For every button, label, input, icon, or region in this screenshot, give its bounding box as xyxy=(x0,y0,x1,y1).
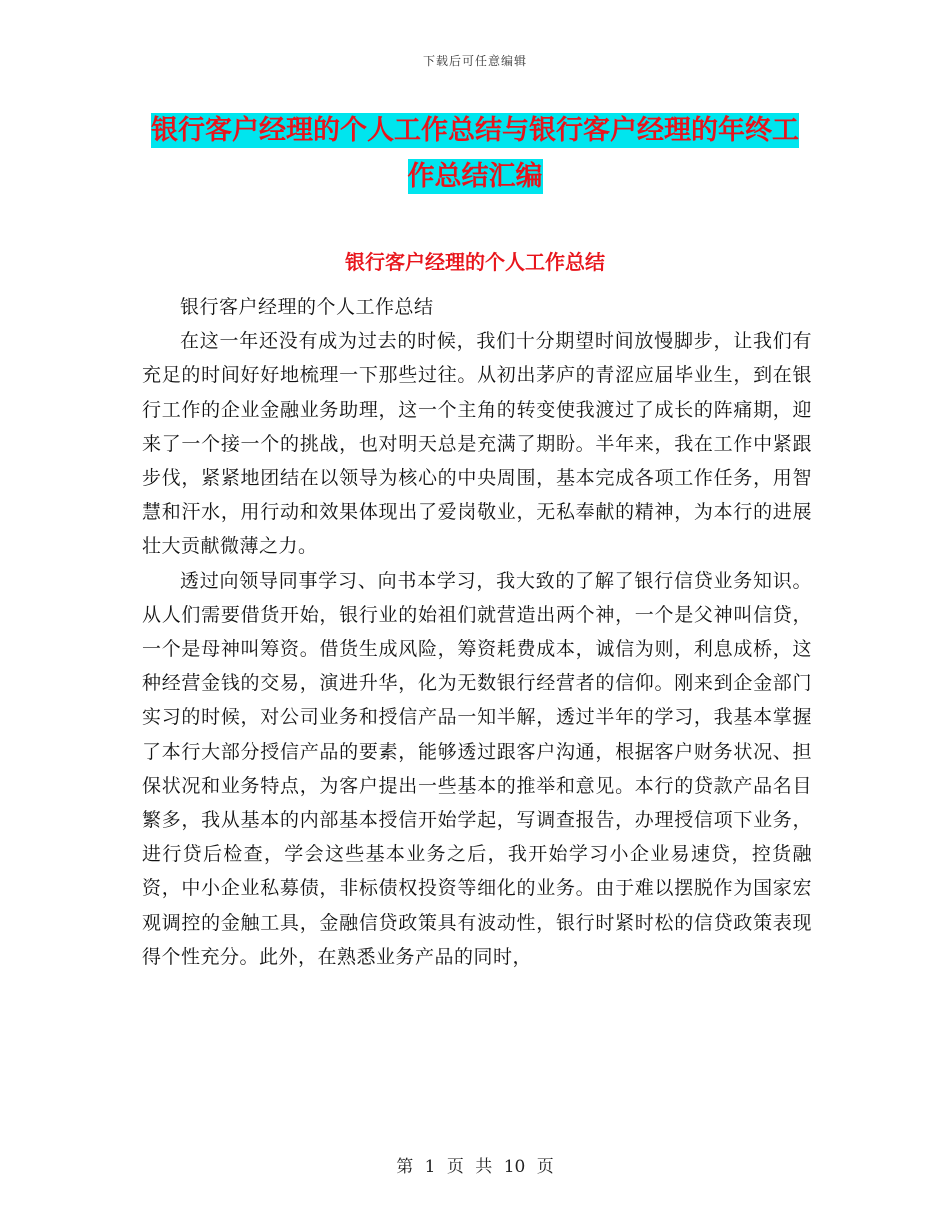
document-title xyxy=(140,108,810,200)
document-title-text: 银行客户经理的个人工作总结与银行客户经理的年终工作总结汇编 xyxy=(151,115,799,192)
paragraph: 银行客户经理的个人工作总结 xyxy=(180,296,434,318)
page-number: 第 1 页 共 10 页 xyxy=(396,1157,554,1177)
paragraph: 在这一年还没有成为过去的时候，我们十分期望时间放慢脚步，让我们有充足的时间好好地梳理一下那些过往。从初出茅庐的青涩应届毕业生，到在银行工作的企业金融业务助理，这一个主角的转变使我渡过了成长的阵痛期，迎来了一个接一个的挑战，也对明天总是充满了期盼。半年来，我在工作中紧跟步伐，紧紧地团结在以领导为核心的中央周围，基本完成各项工作任务，用智慧和汗水，用行动和效果体现出了爱岗敬业，无私奉献的精神，为本行的进展壮大贡献微薄之力。 xyxy=(142,330,812,558)
paragraph: 透过向领导同事学习、向书本学习，我大致的了解了银行信贷业务知识。从人们需要借货开始，银行业的始祖们就营造出两个神，一个是父神叫信贷，一个是母神叫筹资。借货生成风险，筹资耗费成本，诚信为则，利息成桥，这种经营金钱的交易，演进升华，化为无数银行经营者的信仰。刚来到企金部门实习的时候，对公司业务和授信产品一知半解，透过半年的学习，我基本掌握了本行大部分授信产品的要素，能够透过跟客户沟通，根据客户财务状况、担保状况和业务特点，为客户提出一些基本的推举和意见。本行的贷款产品名目繁多，我从基本的内部基本授信开始学起，写调查报告，办理授信项下业务，进行贷后检查，学会这些基本业务之后，我开始学习小企业易速贷，控货融资，中小企业私募债，非标债权投资等细化的业务。由于难以摆脱作为国家宏观调控的金触工具，金融信贷政策具有波动性，银行时紧时松的信贷政策表现得个性充分。此外，在熟悉业务产品的同时， xyxy=(142,569,812,968)
page-header-note: 下载后可任意编辑 xyxy=(422,54,527,68)
document-body xyxy=(142,290,812,974)
section-title: 银行客户经理的个人工作总结 xyxy=(345,250,605,274)
